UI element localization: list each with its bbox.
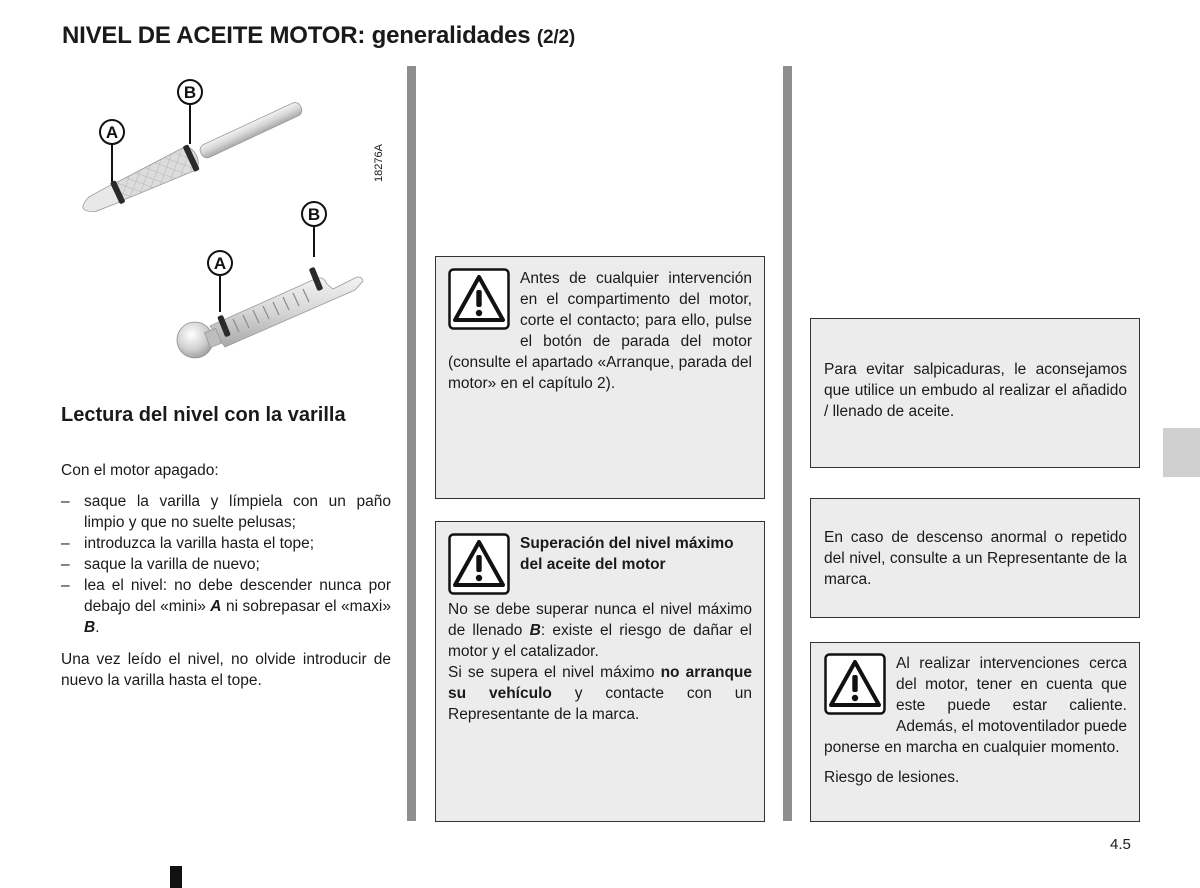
section-heading: Lectura del nivel con la varilla <box>61 404 346 426</box>
warning-triangle-icon <box>824 653 886 715</box>
dipstick-figure <box>55 64 395 384</box>
warning-box-hot-engine <box>810 642 1140 822</box>
page-title-part: (2/2) <box>536 27 575 48</box>
column-divider-right <box>783 66 792 821</box>
warning-triangle-icon <box>448 268 510 330</box>
page-number: 4.5 <box>1110 836 1131 853</box>
warning-paragraph-1: No se debe superar nunca el nivel máximo de llenado B: existe el riesgo de dañar el motor y el catalizador. <box>448 601 753 660</box>
warning-box-max-level <box>435 521 765 822</box>
page-title: NIVEL DE ACEITE MOTOR: generalidades (2/2) <box>62 22 575 49</box>
list-item: – lea el nivel: no debe descender nunca por debajo del «mini» A ni sobrepasar el «maxi» B. <box>61 575 391 638</box>
callout-a-upper: A <box>105 123 119 142</box>
outro-text: Una vez leído el nivel, no olvide introducir de nuevo la varilla hasta el tope. <box>61 651 391 689</box>
callout-b-lower: B <box>307 205 321 224</box>
list-item: – introduzca la varilla hasta el tope; <box>61 533 391 554</box>
print-crop-mark <box>170 866 182 888</box>
note-text: Para evitar salpicaduras, le aconsejamos que utilice un embudo al realizar el añadido / llenado de aceite. <box>824 361 1127 420</box>
note-box-abnormal-drop <box>810 498 1140 618</box>
chapter-thumb-tab <box>1163 428 1200 477</box>
warning-triangle-icon <box>448 533 510 595</box>
warning-paragraph-2: Si se supera el nivel máximo no arranque su vehículo y contacte con un Representante de la marca. <box>448 664 752 723</box>
warning-box-stop-engine <box>435 256 765 499</box>
figure-reference: 18276A <box>373 144 385 182</box>
intro-text: Con el motor apagado: <box>61 462 219 479</box>
warning-text: Al realizar intervenciones cerca del motor, tener en cuenta que este puede estar caliente. Además, el motoventilador puede ponerse en marcha en cualquier momento. <box>824 655 1127 756</box>
list-item: – saque la varilla de nuevo; <box>61 554 391 575</box>
warning-text: Antes de cualquier intervención en el compartimento del motor, corte el contacto; para ello, pulse el botón de parada del motor (consulte el apartado «Arranque, parada del motor» en el capítulo 2). <box>448 270 752 392</box>
note-text: En caso de descenso anormal o repetido del nivel, consulte a un Representante de la marca. <box>824 529 1127 588</box>
steps-list <box>61 491 391 638</box>
note-box-funnel <box>810 318 1140 468</box>
column-divider-left <box>407 66 416 821</box>
callout-b-upper: B <box>183 83 197 102</box>
callout-a-lower: A <box>213 254 227 273</box>
warning-risk: Riesgo de lesiones. <box>824 769 960 786</box>
warning-title: Superación del nivel máximo del aceite del motor <box>520 535 734 573</box>
list-item: – saque la varilla y límpiela con un paño limpio y que no suelte pelusas; <box>61 491 391 533</box>
dipstick-round-type <box>177 267 363 358</box>
